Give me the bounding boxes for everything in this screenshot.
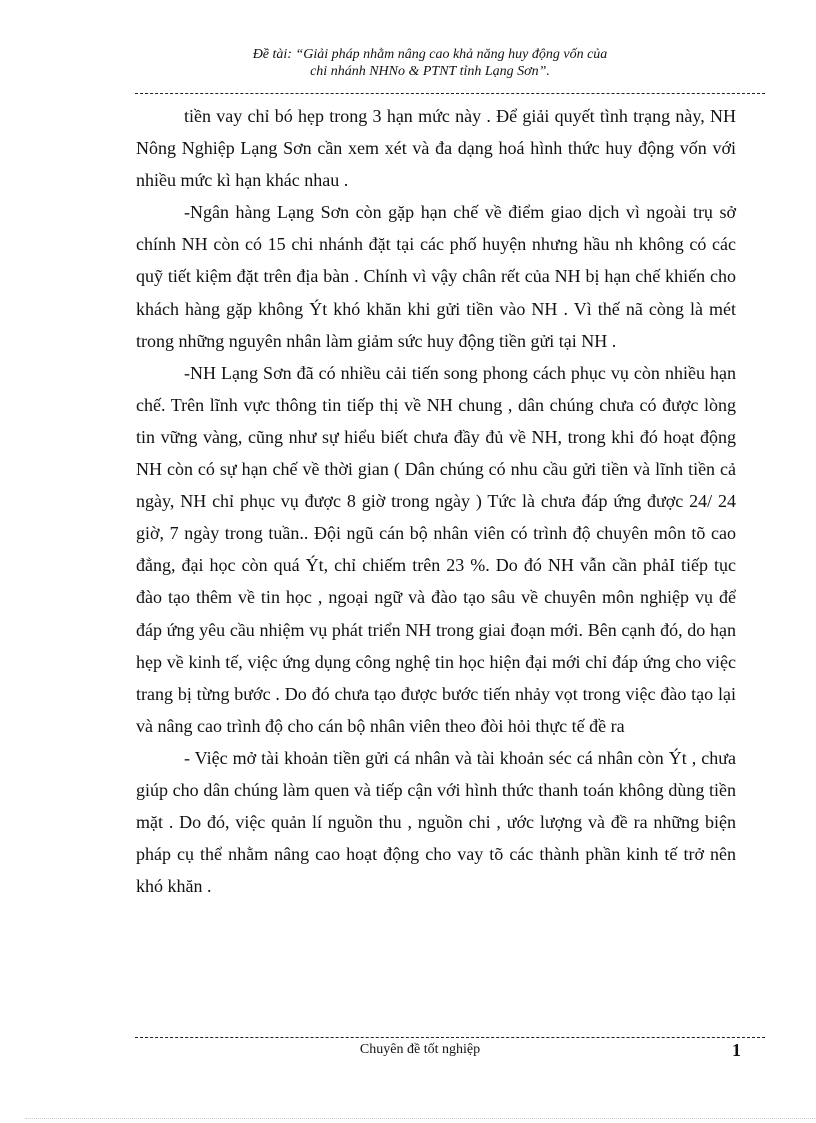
page-number: 1 xyxy=(732,1040,741,1060)
page-bottom-edge xyxy=(25,1118,815,1119)
document-header xyxy=(130,46,730,80)
paragraph: -NH Lạng Sơn đã có nhiều cải tiến song phong cách phục vụ còn nhiều hạn chế. Trên lĩnh vực thông tin tiếp thị về NH chung , dân chúng chưa có được lòng tin vững vàng, cũng như sự hiểu biết chưa đầy đủ về NH, trong khi đó hoạt động NH còn có sự hạn chế về thời gian ( Dân chúng có nhu cầu gửi tiền và lĩnh tiền cả ngày, NH chỉ phục vụ được 8 giờ trong ngày ) Tức là chưa đáp ứng được 24/ 24 giờ, 7 ngày trong tuần.. Đội ngũ cán bộ nhân viên có trình độ chuyên môn tõ cao đẳng, đại học còn quá Ýt, chỉ chiếm trên 23 %. Do đó NH vẫn cần phảI tiếp tục đào tạo thêm về tin học , ngoại ngữ và đào tạo sâu về chuyên môn nghiệp vụ để đáp ứng yêu cầu nhiệm vụ phát triển NH trong giai đoạn mới. Bên cạnh đó, do hạn hẹp về kinh tế, việc ứng dụng công nghệ tin học hiện đại mới chỉ đáp ứng cho việc trang bị từng bước . Do đó chưa tạo được bước tiến nhảy vọt trong việc đào tạo lại và nâng cao trình độ cho cán bộ nhân viên theo đòi hỏi thực tế đề ra xyxy=(136,362,736,736)
paragraph: - Việc mở tài khoản tiền gửi cá nhân và tài khoản séc cá nhân còn Ýt , chưa giúp cho dân chúng làm quen và tiếp cận với hình thức thanh toán không dùng tiền mặt . Do đó, việc quản lí nguồn thu , nguồn chi , ước lượng và đề ra những biện pháp cụ thể nhằm nâng cao hoạt động cho vay tõ các thành phần kinh tế trở nên khó khăn . xyxy=(136,747,736,897)
body-text xyxy=(136,100,736,902)
footer-divider xyxy=(135,1037,765,1038)
paragraph: -Ngân hàng Lạng Sơn còn gặp hạn chế về điểm giao dịch vì ngoài trụ sở chính NH còn có 15 chi nhánh đặt tại các phố huyện nhưng hầu nh không có các quỹ tiết kiệm đặt trên địa bàn . Chính vì vậy chân rết của NH bị hạn chế khiến cho khách hàng gặp không Ýt khó khăn khi gửi tiền vào NH . Vì thế nã còng là mét trong những nguyên nhân làm giảm sức huy động tiền gửi tại NH . xyxy=(136,202,736,351)
header-title-line-2: chi nhánh NHNo & PTNT tỉnh Lạng Sơn”. xyxy=(310,64,550,79)
header-title-line-1: Đề tài: “Giải pháp nhằm nâng cao khả năng huy động vốn của xyxy=(252,47,608,62)
footer-label: Chuyên đề tốt nghiệp xyxy=(359,1042,481,1057)
paragraph: tiền vay chỉ bó hẹp trong 3 hạn mức này . Để giải quyết tình trạng này, NH Nông Nghiệp Lạng Sơn cần xem xét và đa dạng hoá hình thức huy động vốn với nhiều mức kì hạn khác nhau . xyxy=(136,106,736,191)
header-divider xyxy=(135,93,765,94)
